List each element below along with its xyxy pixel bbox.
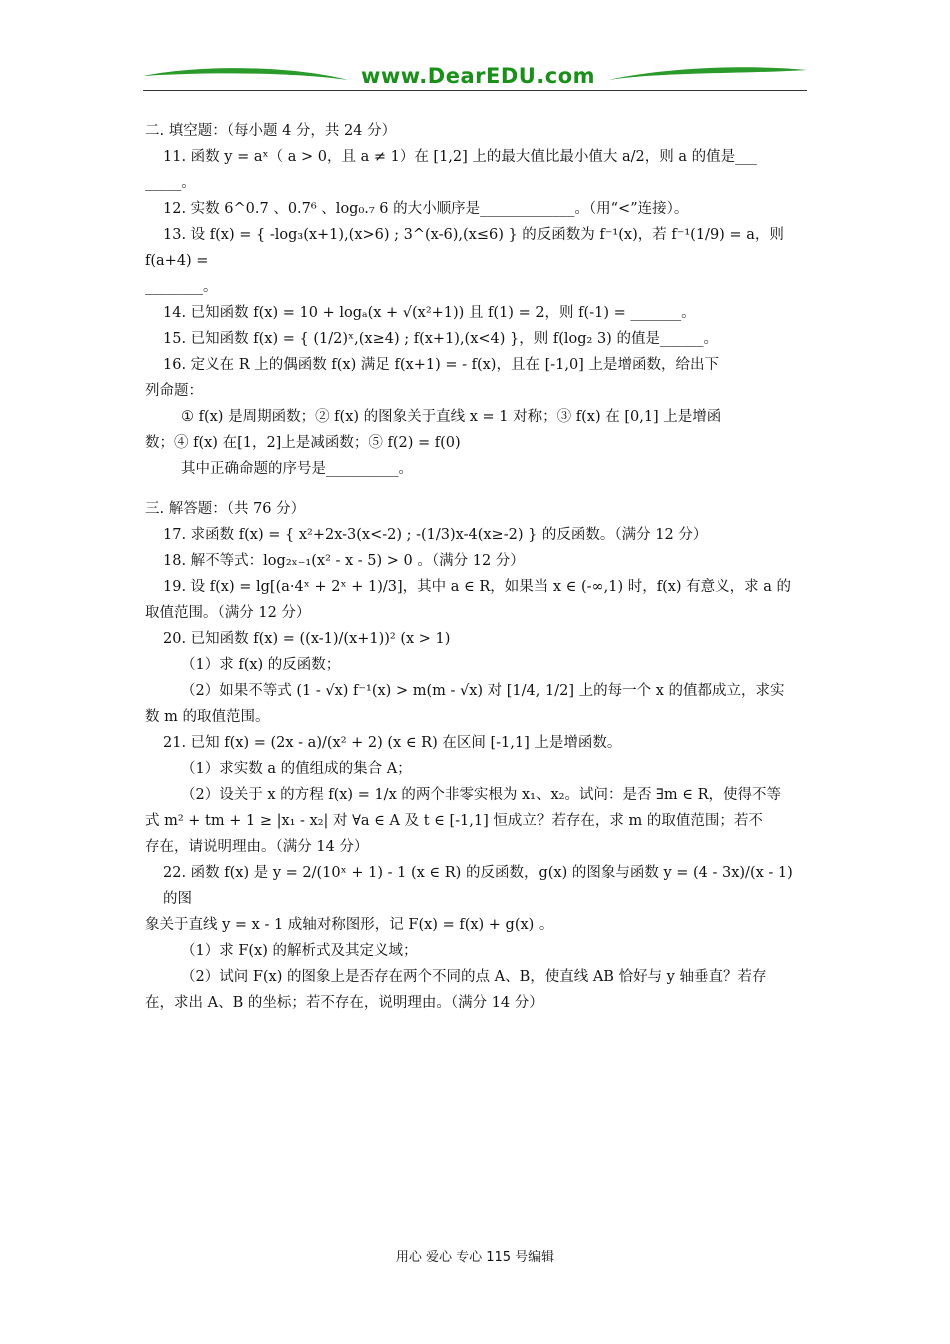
question-22-part1: （1）求 F(x) 的解析式及其定义域； — [181, 943, 418, 959]
question-13-cont: f(a+4) = — [145, 253, 209, 269]
question-20-part2-cont: 数 m 的取值范围。 — [145, 709, 270, 725]
question-16-answer: 其中正确命题的序号是__________。 — [181, 461, 413, 477]
question-20: 20. 已知函数 f(x) = ((x-1)/(x+1))² (x > 1) — [163, 631, 451, 647]
question-22-part2: （2）试问 F(x) 的图象上是否存在两个不同的点 A、B，使直线 AB 恰好与 y 轴垂直？若存 — [181, 969, 767, 985]
question-11: 11. 函数 y = aˣ（ a > 0，且 a ≠ 1）在 [1,2] 上的最大值比最小值大 a/2，则 a 的值是___ — [163, 149, 757, 165]
question-22-part2-cont: 在，求出 A、B 的坐标；若不存在，说明理由。（满分 14 分） — [145, 995, 544, 1011]
section-fill-in-blanks — [145, 118, 807, 482]
question-20-part2: （2）如果不等式 (1 - √x) f⁻¹(x) > m(m - √x) 对 [1/4, 1/2] 上的每一个 x 的值都成立，求实 — [181, 683, 785, 699]
question-20-part1: （1）求 f(x) 的反函数； — [181, 657, 341, 673]
question-21-part2: （2）设关于 x 的方程 f(x) = 1/x 的两个非零实根为 x₁、x₂。试问：是否 ∃m ∈ R，使得不等 — [181, 787, 782, 803]
section-heading: 二. 填空题：（每小题 4 分，共 24 分） — [145, 123, 397, 139]
question-16: 16. 定义在 R 上的偶函数 f(x) 满足 f(x+1) = - f(x)，且在 [-1,0] 上是增函数，给出下 — [163, 357, 719, 373]
spacer — [145, 482, 807, 496]
question-21-part2-end: 存在，请说明理由。（满分 14 分） — [145, 839, 369, 855]
question-16-options: ① f(x) 是周期函数；② f(x) 的图象关于直线 x = 1 对称；③ f(x) 在 [0,1] 上是增函 — [181, 409, 722, 425]
question-13-blank: ________。 — [145, 279, 218, 295]
question-21-part1: （1）求实数 a 的值组成的集合 A； — [181, 761, 412, 777]
page-header — [143, 62, 807, 92]
site-logo: www.DearEDU.com — [360, 64, 596, 88]
question-22-cont: 象关于直线 y = x - 1 成轴对称图形，记 F(x) = f(x) + g(x) 。 — [145, 917, 554, 933]
question-16-options-cont: 数；④ f(x) 在[1，2]上是减函数；⑤ f(2) = f(0) — [145, 435, 461, 451]
question-13: 13. 设 f(x) = { -log₃(x+1),(x>6) ; 3^(x-6),(x≤6) } 的反函数为 f⁻¹(x)，若 f⁻¹(1/9) = a，则 — [163, 227, 784, 243]
question-17: 17. 求函数 f(x) = { x²+2x-3(x<-2) ; -(1/3)x-4(x≥-2) } 的反函数。（满分 12 分） — [163, 527, 708, 543]
question-22: 22. 函数 f(x) 是 y = 2/(10ˣ + 1) - 1 (x ∈ R) 的反函数，g(x) 的图象与函数 y = (4 - 3x)/(x - 1) 的图 — [163, 865, 793, 907]
header-rule — [143, 90, 807, 91]
section-heading: 三. 解答题：（共 76 分） — [145, 501, 306, 517]
question-19-cont: 取值范围。（满分 12 分） — [145, 605, 311, 621]
question-21: 21. 已知 f(x) = (2x - a)/(x² + 2) (x ∈ R) 在区间 [-1,1] 上是增函数。 — [163, 735, 622, 751]
page-footer: 用心 爱心 专心 115 号编辑 — [395, 1250, 555, 1265]
question-18: 18. 解不等式：log₂ₓ₋₁(x² - x - 5) > 0 。（满分 12 分） — [163, 553, 525, 569]
question-12: 12. 实数 6^0.7 、0.7⁶ 、log₀.₇ 6 的大小顺序是_____________。（用“<”连接）。 — [163, 201, 689, 217]
question-15: 15. 已知函数 f(x) = { (1/2)ˣ,(x≥4) ; f(x+1),(x<4) }，则 f(log₂ 3) 的值是______。 — [163, 331, 718, 347]
question-21-part2-cont: 式 m² + tm + 1 ≥ |x₁ - x₂| 对 ∀a ∈ A 及 t ∈ [-1,1] 恒成立？若存在，求 m 的取值范围；若不 — [145, 813, 763, 829]
question-19: 19. 设 f(x) = lg[(a·4ˣ + 2ˣ + 1)/3]，其中 a ∈ R，如果当 x ∈ (-∞,1) 时，f(x) 有意义，求 a 的 — [163, 579, 792, 595]
question-16-cont: 列命题： — [145, 383, 203, 399]
question-11-blank: _____。 — [145, 175, 196, 191]
document-body — [145, 118, 807, 1016]
question-14: 14. 已知函数 f(x) = 10 + logₐ(x + √(x²+1)) 且 f(1) = 2，则 f(-1) = _______。 — [163, 305, 696, 321]
section-solutions — [145, 496, 807, 1016]
